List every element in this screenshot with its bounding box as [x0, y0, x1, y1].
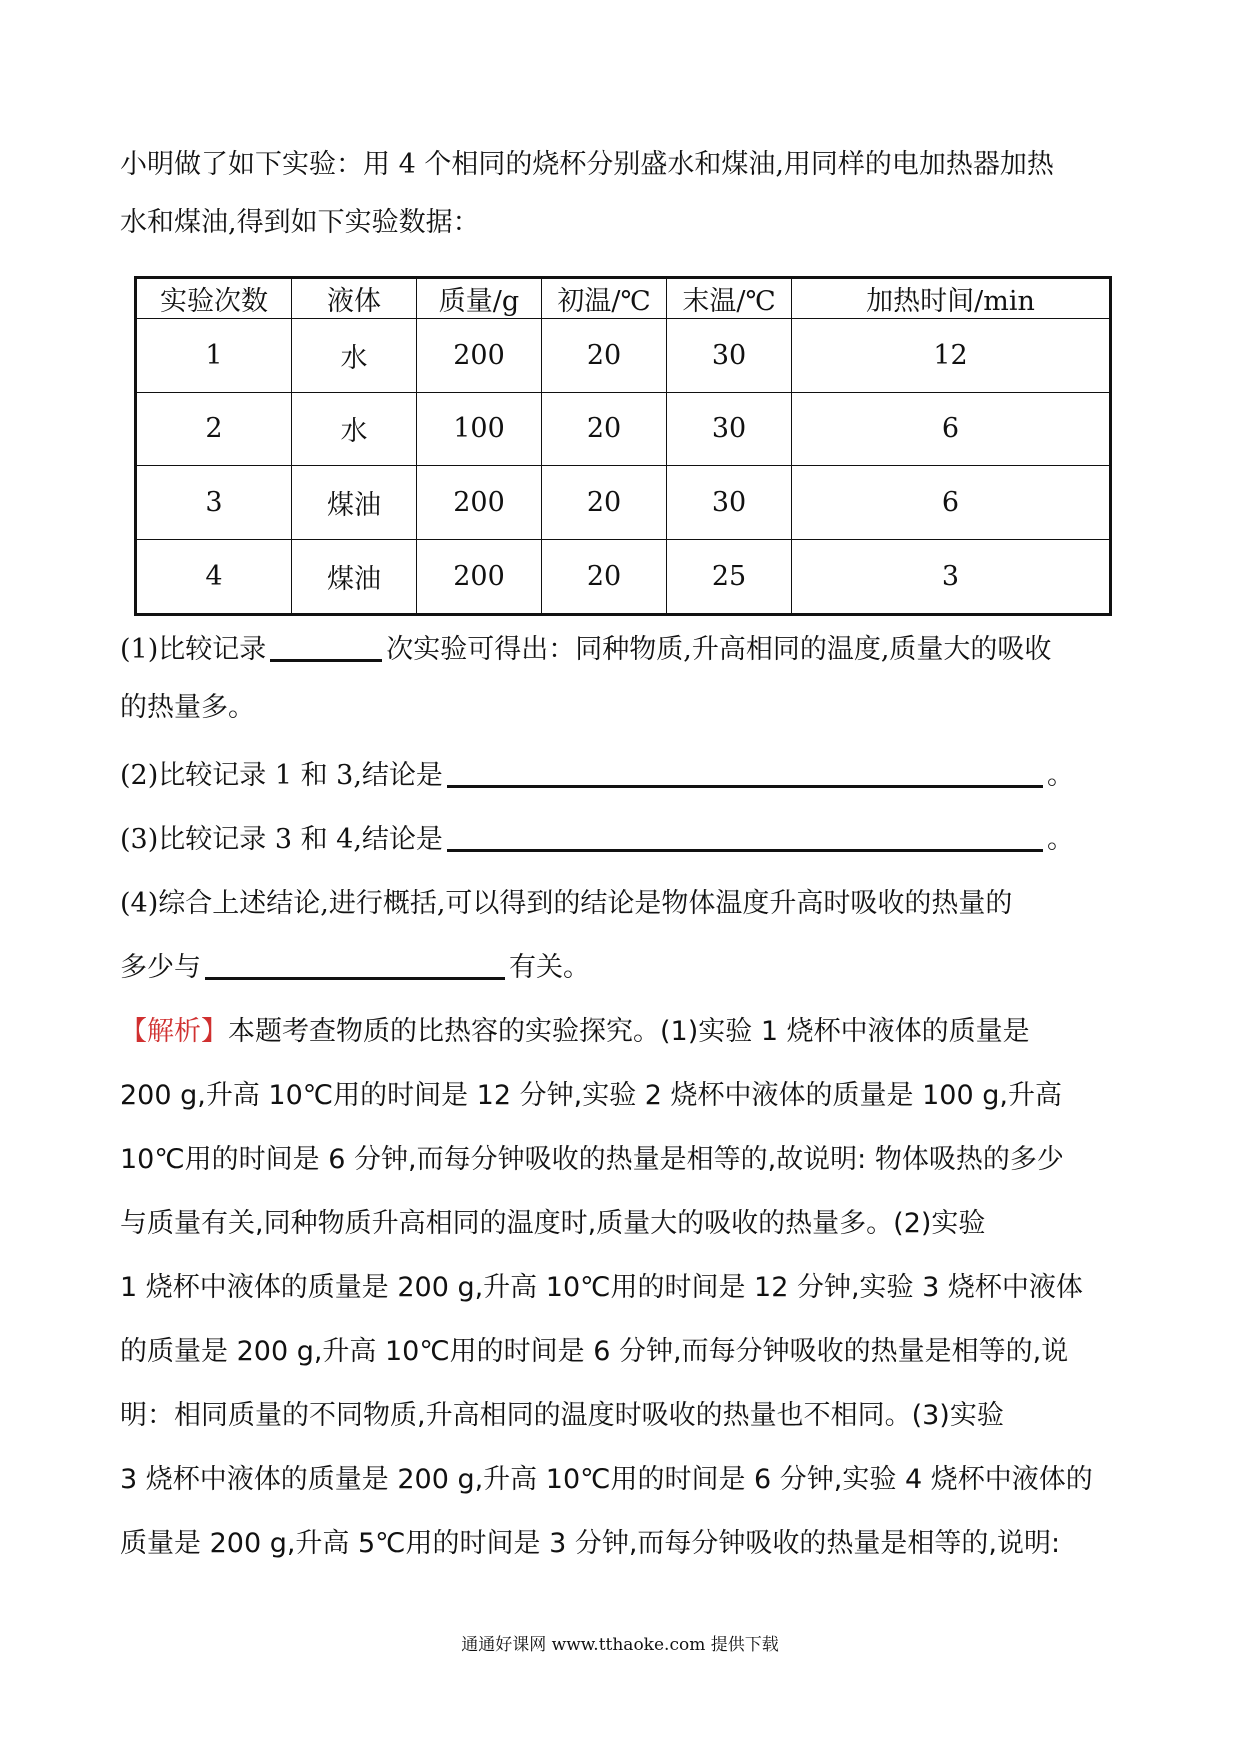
- cell: 20: [542, 466, 667, 540]
- page-footer: 通通好课网 www.tthaoke.com 提供下载: [461, 1635, 779, 1655]
- analysis-line-1: [120, 1012, 1130, 1052]
- cell: 3: [136, 466, 292, 540]
- table-header-row: [136, 278, 1111, 319]
- cell: 200: [417, 466, 542, 540]
- analysis-tag: 【解析】: [120, 1016, 228, 1047]
- q2-answer-blank[interactable]: [447, 757, 1043, 788]
- analysis-line: 与质量有关,同种物质升高相同的温度时,质量大的吸收的热量多。(2)实验: [120, 1208, 986, 1239]
- header-trial-number: 实验次数: [136, 278, 292, 319]
- cell: 水: [292, 392, 417, 466]
- cell: 200: [417, 539, 542, 614]
- cell: 6: [792, 466, 1111, 540]
- cell: 6: [792, 392, 1111, 466]
- intro-line-1: 小明做了如下实验：用 4 个相同的烧杯分别盛水和煤油,用同样的电加热器加热: [120, 149, 1054, 180]
- analysis-line: 200 g,升高 10℃用的时间是 12 分钟,实验 2 烧杯中液体的质量是 100 g,升高: [120, 1080, 1062, 1111]
- table-row: [136, 392, 1111, 466]
- intro-line-2: 水和煤油,得到如下实验数据：: [120, 207, 480, 238]
- analysis-line: 质量是 200 g,升高 5℃用的时间是 3 分钟,而每分钟吸收的热量是相等的,说明:: [120, 1528, 1061, 1559]
- q4-text-before: 多少与: [120, 952, 201, 983]
- cell: 煤油: [292, 466, 417, 540]
- cell: 煤油: [292, 539, 417, 614]
- table-row: [136, 466, 1111, 540]
- q1-text-after: 次实验可得出：同种物质,升高相同的温度,质量大的吸收: [386, 634, 1052, 665]
- cell: 100: [417, 392, 542, 466]
- q1-answer-blank[interactable]: [270, 631, 382, 662]
- cell: 200: [417, 319, 542, 393]
- question-1-line-2: 的热量多。: [120, 692, 255, 723]
- cell: 1: [136, 319, 292, 393]
- q2-text-before: (2)比较记录 1 和 3,结论是: [120, 760, 443, 791]
- analysis-line-1-text: 本题考查物质的比热容的实验探究。(1)实验 1 烧杯中液体的质量是: [228, 1016, 1030, 1047]
- analysis-line: 1 烧杯中液体的质量是 200 g,升高 10℃用的时间是 12 分钟,实验 3 烧杯中液体: [120, 1272, 1083, 1303]
- cell: 水: [292, 319, 417, 393]
- analysis-line: 明：相同质量的不同物质,升高相同的温度时吸收的热量也不相同。(3)实验: [120, 1400, 1004, 1431]
- question-4-line-1: (4)综合上述结论,进行概括,可以得到的结论是物体温度升高时吸收的热量的: [120, 888, 1013, 919]
- q3-text-before: (3)比较记录 3 和 4,结论是: [120, 824, 443, 855]
- cell: 20: [542, 319, 667, 393]
- cell: 4: [136, 539, 292, 614]
- q3-text-after: 。: [1046, 824, 1074, 855]
- question-3: [120, 820, 1130, 860]
- question-1: [120, 630, 1130, 670]
- question-4-line-2: [120, 948, 1130, 988]
- header-mass: 质量/g: [417, 278, 542, 319]
- analysis-line: 3 烧杯中液体的质量是 200 g,升高 10℃用的时间是 6 分钟,实验 4 烧杯中液体的: [120, 1464, 1093, 1495]
- cell: 20: [542, 539, 667, 614]
- q2-text-after: 。: [1046, 760, 1074, 791]
- header-initial-temp: 初温/℃: [542, 278, 667, 319]
- q4-text-after: 有关。: [509, 952, 590, 983]
- q4-answer-blank[interactable]: [205, 949, 505, 980]
- table-row: [136, 539, 1111, 614]
- cell: 20: [542, 392, 667, 466]
- header-liquid: 液体: [292, 278, 417, 319]
- cell: 25: [667, 539, 792, 614]
- experiment-data-table: [134, 276, 1112, 616]
- table-row: [136, 319, 1111, 393]
- cell: 30: [667, 319, 792, 393]
- header-heating-time: 加热时间/min: [792, 278, 1111, 319]
- cell: 2: [136, 392, 292, 466]
- cell: 3: [792, 539, 1111, 614]
- header-final-temp: 末温/℃: [667, 278, 792, 319]
- cell: 12: [792, 319, 1111, 393]
- question-2: [120, 756, 1130, 796]
- analysis-line: 10℃用的时间是 6 分钟,而每分钟吸收的热量是相等的,故说明: 物体吸热的多少: [120, 1144, 1064, 1175]
- cell: 30: [667, 466, 792, 540]
- q3-answer-blank[interactable]: [447, 821, 1043, 852]
- q1-text-before: (1)比较记录: [120, 634, 267, 665]
- cell: 30: [667, 392, 792, 466]
- analysis-line: 的质量是 200 g,升高 10℃用的时间是 6 分钟,而每分钟吸收的热量是相等的,说: [120, 1336, 1069, 1367]
